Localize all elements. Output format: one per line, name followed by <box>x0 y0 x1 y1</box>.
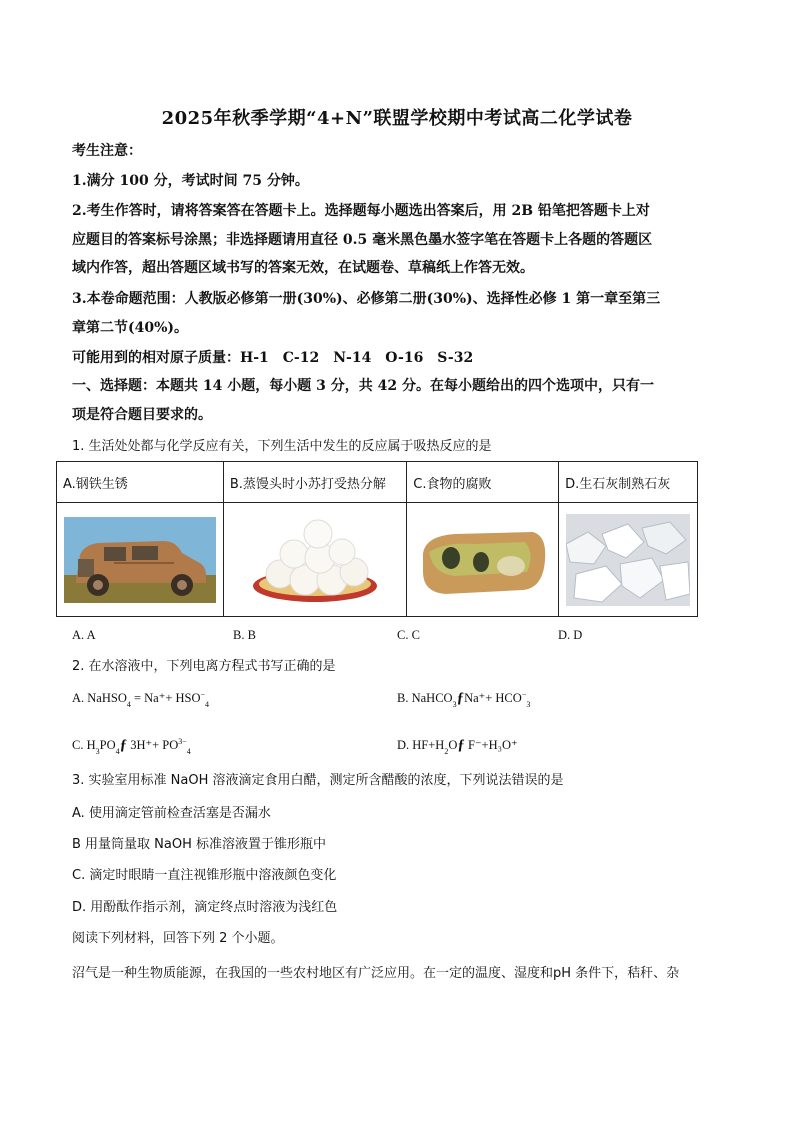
reading-paragraph: 沼气是一种生物质能源，在我国的一些农村地区有广泛应用。在一定的温度、湿度和pH 条件下，秸秆、杂 <box>72 966 680 981</box>
q1-cell-b: B.蒸馒头时小苏打受热分解 <box>223 462 406 503</box>
q1-image-d <box>559 503 698 617</box>
q2-option-d[interactable] <box>397 736 518 756</box>
notice-line-3a: 3.本卷命题范围：人教版必修第一册(30%)、必修第二册(30%)、选择性必修 1 第一章至第三 <box>72 291 661 307</box>
q2-a-mid: = Na⁺+ HSO <box>130 691 201 705</box>
q2-c-sub3: 4 <box>186 747 191 756</box>
q1-choice-b[interactable]: B. B <box>233 628 256 642</box>
rusty-car-image <box>64 517 216 603</box>
q2-d-mid: O <box>448 738 458 752</box>
notice-line-2c: 域内作答，超出答题区域书写的答案无效，在试题卷、草稿纸上作答无效。 <box>72 260 534 276</box>
reading-intro: 阅读下列材料，回答下列 2 个小题。 <box>72 931 284 946</box>
exam-title: 2025年秋季学期“4+N”联盟学校期中考试高二化学试卷 <box>161 108 633 129</box>
q1-stem: 1. 生活处处都与化学反应有关，下列生活中发生的反应属于吸热反应的是 <box>72 439 492 454</box>
notice-heading: 考生注意： <box>72 143 142 159</box>
q2-b-mid: Na⁺+ HCO <box>464 691 522 705</box>
q3-option-c[interactable]: C. 滴定时眼睛一直注视锥形瓶中溶液颜色变化 <box>72 868 337 883</box>
q1-image-a <box>57 503 224 617</box>
q2-d-sub1: 2 <box>444 747 449 756</box>
notice-line-2a: 2.考生作答时，请将答案答在答题卡上。选择题每小题选出答案后，用 2B 铅笔把答题卡上对 <box>72 203 650 219</box>
q2-d-end: F⁻+H₃O⁺ <box>464 738 518 752</box>
q2-stem: 2. 在水溶液中，下列电离方程式书写正确的是 <box>72 659 336 674</box>
q1-image-c <box>407 503 559 617</box>
equilibrium-symbol: ƒ <box>456 690 465 706</box>
notice-line-2b: 应题目的答案标号涂黑；非选择题请用直径 0.5 毫米黑色墨水签字笔在答题卡上各题的答题区 <box>72 232 653 248</box>
q2-c-sub1: 3 <box>95 747 100 756</box>
q1-choice-c[interactable]: C. C <box>397 628 420 642</box>
moldy-food-image <box>415 514 551 606</box>
q2-a-pre: A. NaHSO <box>72 691 127 705</box>
q2-a-sub2: 4 <box>205 700 210 709</box>
section-line-1: 一、选择题：本题共 14 小题，每小题 3 分，共 42 分。在每小题给出的四个选项中，只有一 <box>72 378 654 394</box>
q2-b-pre: B. NaHCO <box>397 691 453 705</box>
q2-c-sub2: 4 <box>115 747 120 756</box>
q2-b-sub2: 3 <box>526 700 531 709</box>
q2-b-sup: − <box>521 690 527 699</box>
q3-stem: 3. 实验室用标准 NaOH 溶液滴定食用白醋，测定所含醋酸的浓度，下列说法错误的是 <box>72 773 564 788</box>
q1-choice-d[interactable]: D. D <box>558 628 583 642</box>
q2-d-pre: D. HF+H <box>397 738 445 752</box>
q2-b-sub1: 3 <box>452 700 457 709</box>
steamed-buns-image <box>250 514 380 606</box>
notice-line-3b: 章第二节(40%)。 <box>72 320 189 336</box>
q2-c-sup: 3− <box>178 737 187 746</box>
q2-a-sub1: 4 <box>126 700 131 709</box>
q1-cell-d: D.生石灰制熟石灰 <box>559 462 698 503</box>
q1-option-table <box>56 461 698 617</box>
q2-c-mid: PO <box>99 738 116 752</box>
q2-option-c[interactable] <box>72 736 191 756</box>
q3-option-b[interactable]: B 用量筒量取 NaOH 标准溶液置于锥形瓶中 <box>72 837 327 852</box>
q2-option-b[interactable] <box>397 689 530 709</box>
equilibrium-symbol: ƒ <box>457 737 465 753</box>
notice-line-1: 1.满分 100 分，考试时间 75 分钟。 <box>72 173 309 189</box>
quicklime-image <box>566 514 690 606</box>
section-line-2: 项是符合题目要求的。 <box>72 407 212 423</box>
q1-cell-c: C.食物的腐败 <box>407 462 559 503</box>
q3-option-d[interactable]: D. 用酚酞作指示剂，滴定终点时溶液为浅红色 <box>72 900 338 915</box>
q2-c-end: 3H⁺+ PO <box>127 738 179 752</box>
atomic-mass-line: 可能用到的相对原子质量：H-1 C-12 N-14 O-16 S-32 <box>72 350 474 366</box>
q2-option-a[interactable] <box>72 689 209 709</box>
q1-cell-a: A.钢铁生锈 <box>57 462 224 503</box>
q1-image-b <box>223 503 406 617</box>
q1-choice-a[interactable]: A. A <box>72 628 96 642</box>
q3-option-a[interactable]: A. 使用滴定管前检查活塞是否漏水 <box>72 806 271 821</box>
equilibrium-symbol: ƒ <box>119 737 128 753</box>
q2-c-pre: C. H <box>72 738 96 752</box>
q2-a-sup: − <box>200 690 206 699</box>
